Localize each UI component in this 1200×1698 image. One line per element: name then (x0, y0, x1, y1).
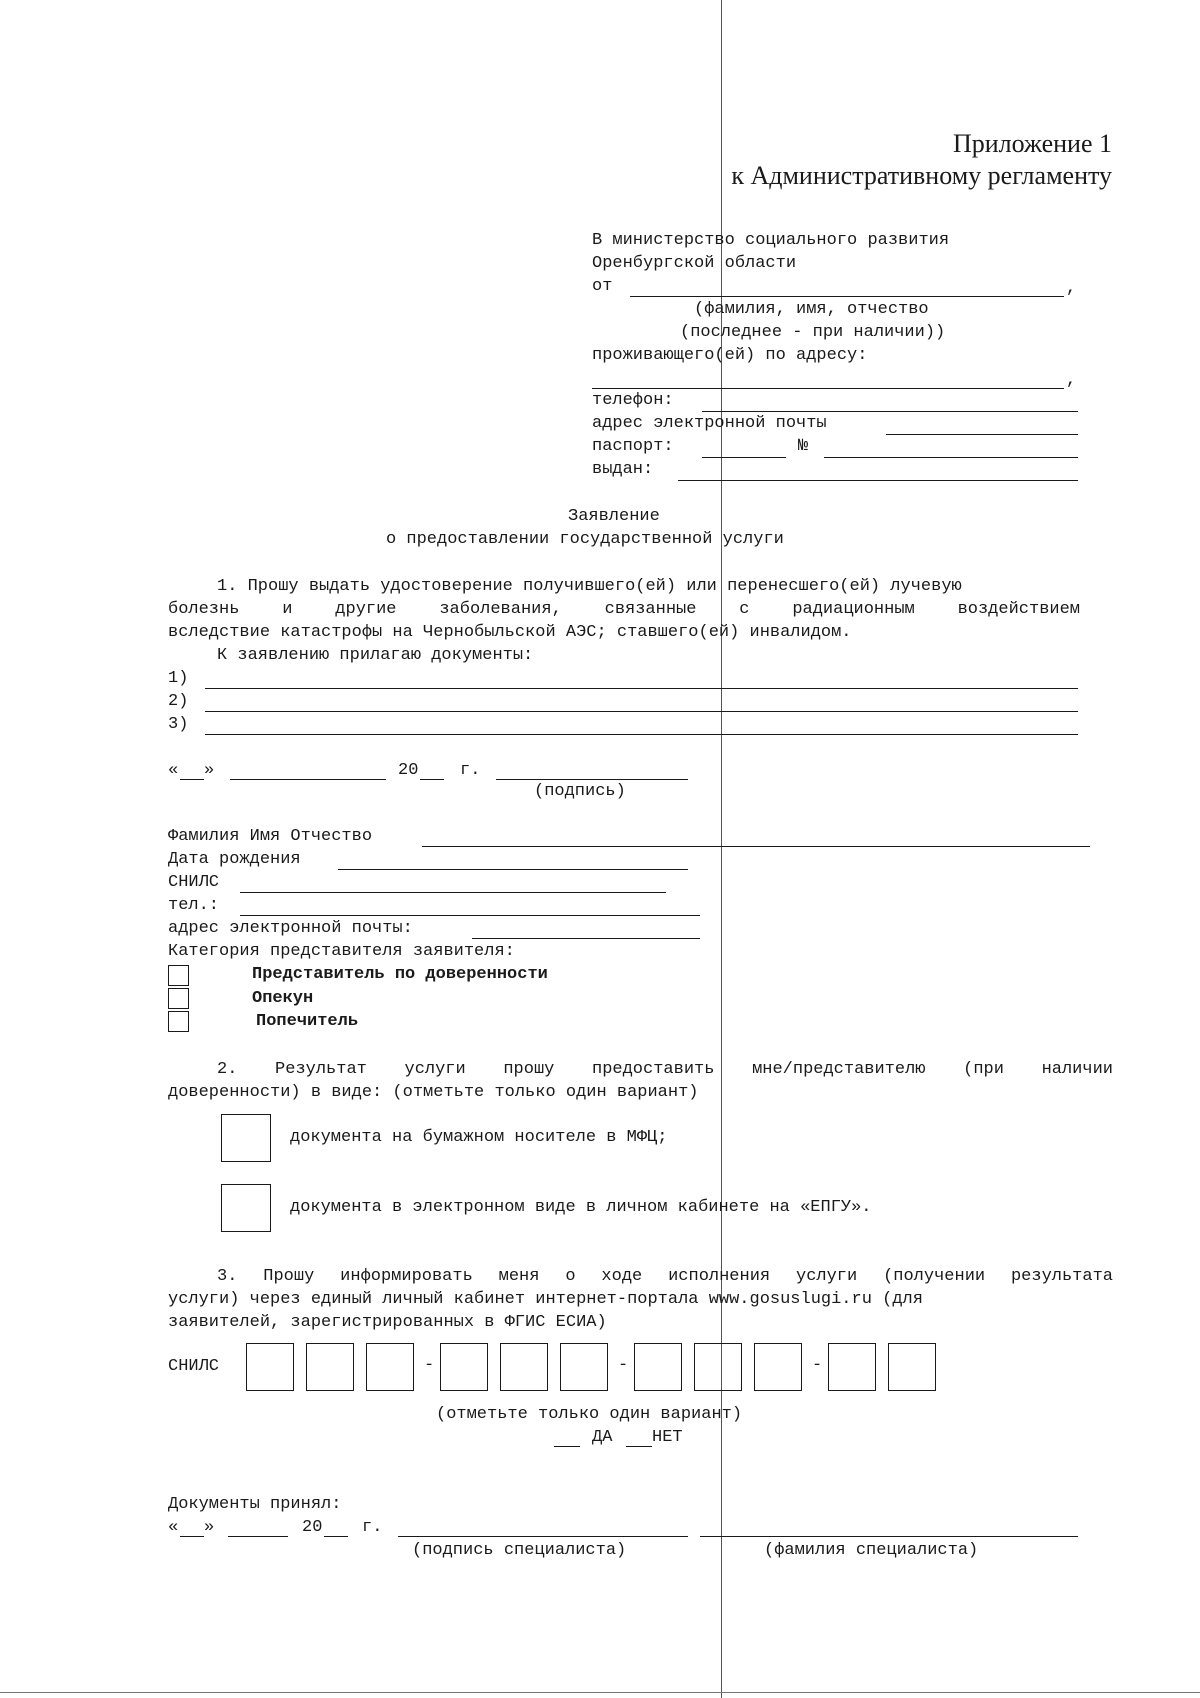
doc-item-number: 2) (168, 692, 189, 711)
rep-fio-label: Фамилия Имя Отчество (168, 827, 373, 846)
snils-separator: - (618, 1356, 629, 1375)
appendix-label: Приложение 1 (952, 129, 1112, 158)
item3-line2: услуги) через единый личный кабинет интернет-портала www.gosuslugi.ru (для (168, 1290, 923, 1309)
issued-field[interactable] (678, 480, 1078, 481)
snils-separator: - (812, 1356, 823, 1375)
accepted-year-prefix: 20 (302, 1518, 323, 1537)
result-paper-checkbox[interactable] (221, 1114, 271, 1162)
snils-digit-1[interactable] (246, 1343, 294, 1391)
snils-digit-3[interactable] (366, 1343, 414, 1391)
item1-line3: вследствие катастрофы на Чернобыльской АЭС; ставшего(ей) инвалидом. (168, 623, 852, 642)
doc-item-number: 1) (168, 669, 189, 688)
attach-label: К заявлению прилагаю документы: (217, 646, 534, 665)
item2-line1: 2. Результат услуги прошу предоставить мне/представителю (при наличии (217, 1060, 1113, 1079)
snils-digit-5[interactable] (500, 1343, 548, 1391)
snils-digit-8[interactable] (694, 1343, 742, 1391)
accepted-month-field[interactable] (228, 1536, 288, 1537)
document-subtitle: о предоставлении государственной услуги (386, 530, 784, 549)
doc-field-3[interactable] (205, 734, 1078, 735)
snils-digit-7[interactable] (634, 1343, 682, 1391)
email-field[interactable] (886, 434, 1078, 435)
residing-label: проживающего(ей) по адресу: (592, 346, 868, 365)
document-title: Заявление (568, 507, 660, 526)
specialist-sign-hint: (подпись специалиста) (412, 1541, 627, 1560)
snils-separator: - (424, 1356, 435, 1375)
result-electronic-label: документа в электронном виде в личном кабинете на «ЕПГУ». (290, 1198, 872, 1217)
specialist-signature-field[interactable] (398, 1536, 688, 1537)
name-hint-line1: (фамилия, имя, отчество (694, 300, 929, 319)
yes-label: ДА (592, 1428, 613, 1447)
result-paper-label: документа на бумажном носителе в МФЦ; (290, 1128, 668, 1147)
date-year-suffix: г. (460, 761, 481, 780)
rep-birth-label: Дата рождения (168, 850, 301, 869)
no-mark-field[interactable] (626, 1446, 652, 1447)
name-hint-line2: (последнее - при наличии)) (680, 323, 946, 342)
accepted-label: Документы принял: (168, 1495, 342, 1514)
category-option-proxy: Представитель по доверенности (252, 965, 548, 984)
snils-checksum-2[interactable] (888, 1343, 936, 1391)
from-label: от (592, 277, 613, 296)
date-year-prefix: 20 (398, 761, 419, 780)
snils-digit-6[interactable] (560, 1343, 608, 1391)
rep-phone-field[interactable] (240, 915, 700, 916)
rep-phone-label: тел.: (168, 896, 220, 915)
passport-number-sign: № (798, 437, 809, 456)
issued-label: выдан: (592, 460, 654, 479)
specialist-name-field[interactable] (700, 1536, 1078, 1537)
accepted-day-field[interactable] (180, 1536, 204, 1537)
no-label: НЕТ (652, 1428, 683, 1447)
accepted-open-quote: « (168, 1518, 179, 1537)
comma: , (1066, 371, 1077, 390)
category-checkbox-proxy[interactable] (168, 965, 189, 986)
applicant-name-field[interactable] (630, 296, 1064, 297)
passport-number-field[interactable] (824, 457, 1078, 458)
addressee-line2: Оренбургской области (592, 254, 797, 273)
yes-mark-field[interactable] (554, 1446, 580, 1447)
address-field[interactable] (592, 388, 1064, 389)
item1-line2: болезнь и другие заболевания, связанные с радиационным воздействием (168, 600, 1080, 619)
doc-field-1[interactable] (205, 688, 1078, 689)
snils-grid-label: СНИЛС (168, 1357, 220, 1376)
date-month-field[interactable] (230, 779, 386, 780)
category-checkbox-guardian[interactable] (168, 988, 189, 1009)
snils-checksum-1[interactable] (828, 1343, 876, 1391)
category-option-trustee: Попечитель (256, 1012, 359, 1031)
snils-digit-2[interactable] (306, 1343, 354, 1391)
rep-birth-field[interactable] (338, 869, 688, 870)
passport-label: паспорт: (592, 437, 674, 456)
rep-snils-label: СНИЛС (168, 873, 220, 892)
rep-fio-field[interactable] (422, 846, 1090, 847)
accepted-year-suffix: г. (362, 1518, 383, 1537)
result-electronic-checkbox[interactable] (221, 1184, 271, 1232)
item2-line2: доверенности) в виде: (отметьте только один вариант) (168, 1083, 699, 1102)
accepted-year-field[interactable] (324, 1536, 348, 1537)
regulation-label: к Административному регламенту (731, 161, 1112, 190)
rep-email-field[interactable] (472, 938, 700, 939)
signature-field[interactable] (496, 779, 688, 780)
choice-hint: (отметьте только один вариант) (436, 1405, 743, 1424)
category-checkbox-trustee[interactable] (168, 1011, 189, 1032)
accepted-close-quote: » (204, 1518, 215, 1537)
date-close-quote: » (204, 761, 215, 780)
date-day-field[interactable] (180, 779, 204, 780)
date-open-quote: « (168, 761, 179, 780)
passport-series-field[interactable] (702, 457, 786, 458)
item3-line3: заявителей, зарегистрированных в ФГИС ЕСИА) (168, 1313, 607, 1332)
phone-field[interactable] (702, 411, 1078, 412)
addressee-line1: В министерство социального развития (592, 231, 950, 250)
item1-line1: 1. Прошу выдать удостоверение получившего(ей) или перенесшего(ей) лучевую (217, 577, 962, 596)
signature-hint: (подпись) (534, 782, 626, 801)
phone-label: телефон: (592, 391, 674, 410)
snils-digit-9[interactable] (754, 1343, 802, 1391)
rep-email-label: адрес электронной почты: (168, 919, 413, 938)
comma: , (1066, 279, 1077, 298)
doc-item-number: 3) (168, 715, 189, 734)
rep-category-label: Категория представителя заявителя: (168, 942, 515, 961)
item3-line1: 3. Прошу информировать меня о ходе исполнения услуги (получении результата (217, 1267, 1113, 1286)
snils-digit-4[interactable] (440, 1343, 488, 1391)
date-year-field[interactable] (420, 779, 444, 780)
specialist-name-hint: (фамилия специалиста) (764, 1541, 979, 1560)
category-option-guardian: Опекун (252, 989, 314, 1008)
doc-field-2[interactable] (205, 711, 1078, 712)
email-label: адрес электронной почты (592, 414, 827, 433)
rep-snils-field[interactable] (240, 892, 666, 893)
scan-bottom-edge (0, 1692, 1200, 1693)
